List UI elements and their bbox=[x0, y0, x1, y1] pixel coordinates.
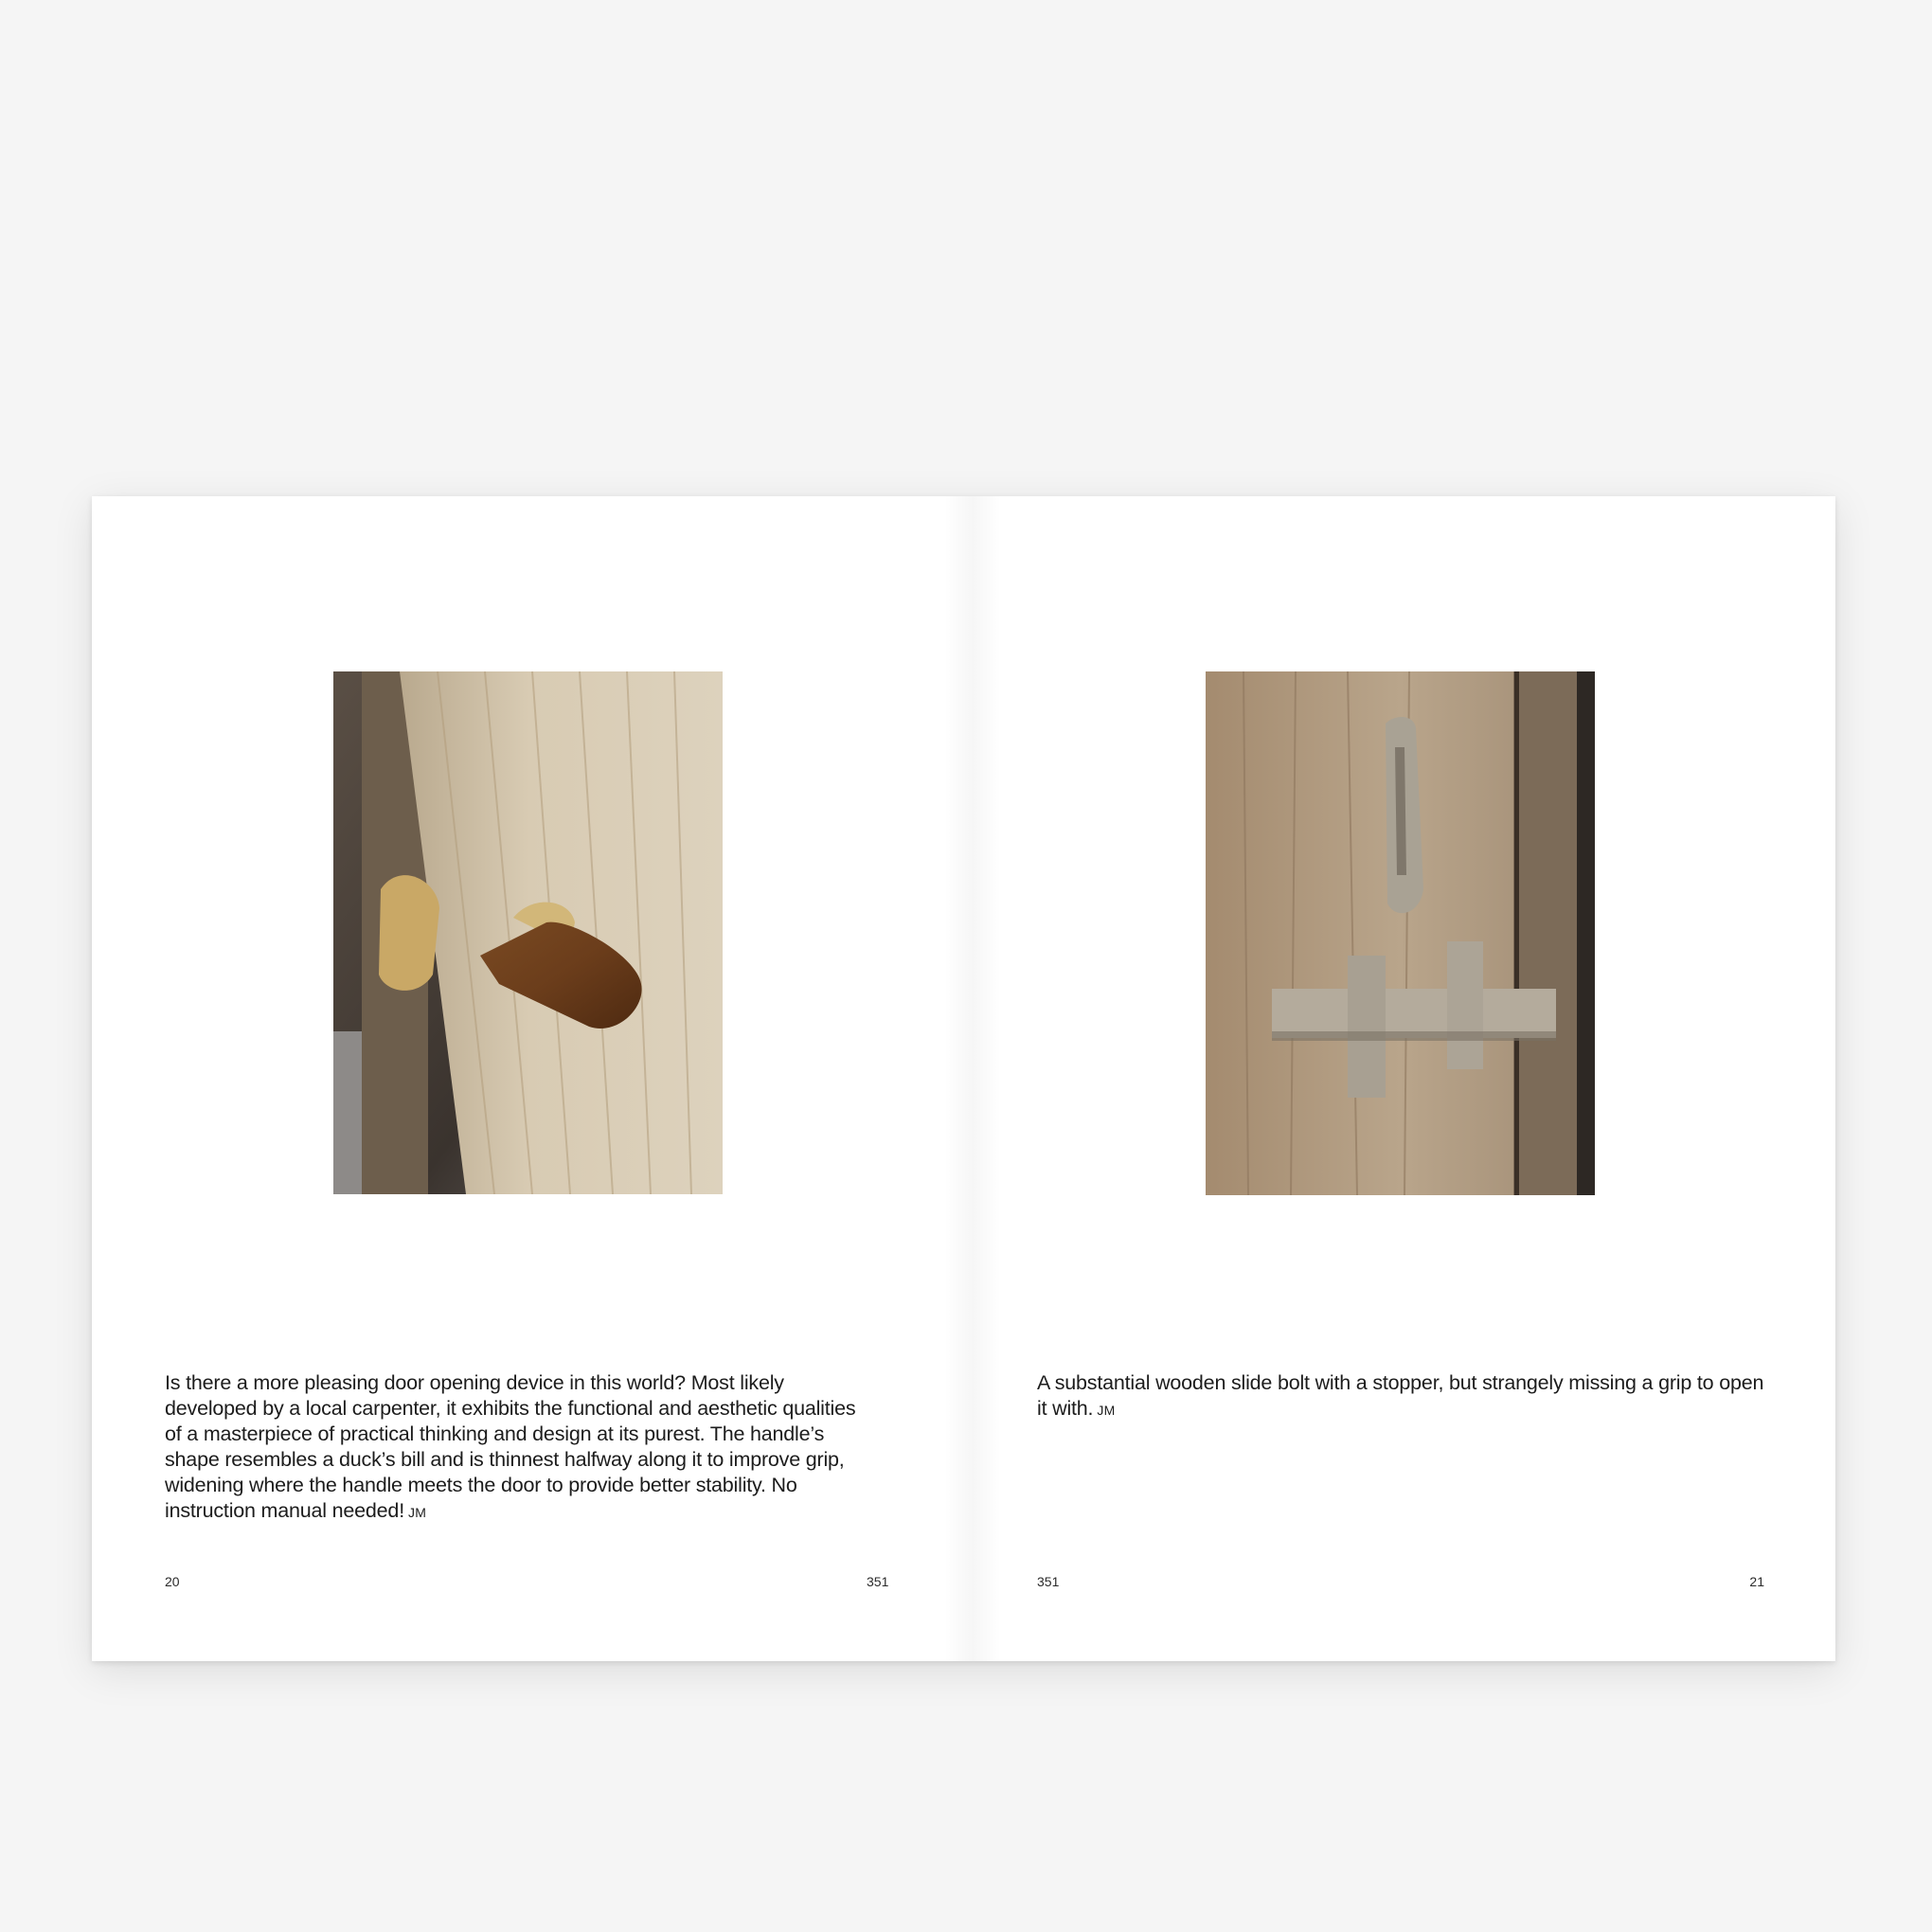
caption-right bbox=[1037, 1370, 1776, 1423]
gutter-shadow bbox=[944, 496, 1001, 1661]
author-initials-left: JM bbox=[407, 1505, 427, 1520]
page-number-left: 20 bbox=[165, 1574, 180, 1589]
book-spread bbox=[92, 496, 1835, 1661]
caption-right-text: A substantial wooden slide bolt with a stopper, but strangely missing a grip to open it with. bbox=[1037, 1371, 1764, 1420]
photo-slide-bolt bbox=[1206, 671, 1595, 1195]
page-number-right: 21 bbox=[1749, 1574, 1764, 1589]
reference-number-right: 351 bbox=[1037, 1574, 1060, 1589]
caption-left bbox=[165, 1370, 875, 1526]
photo-door-handle bbox=[333, 671, 723, 1194]
reference-number-left: 351 bbox=[867, 1574, 889, 1589]
wooden-slide-bolt-image bbox=[1206, 671, 1595, 1195]
caption-left-text: Is there a more pleasing door opening device in this world? Most likely developed by a local carpenter, it exhibits the functional and aesthetic qualities of a masterpiece of practical thinking and design at its purest. The handle’s shape resembles a duck’s bill and is thinnest halfway along it to improve grip, widening where the handle meets the door to provide better stability. No instruction manual needed! bbox=[165, 1371, 856, 1522]
wooden-door-handle-image bbox=[333, 671, 723, 1194]
author-initials-right: JM bbox=[1097, 1403, 1116, 1418]
